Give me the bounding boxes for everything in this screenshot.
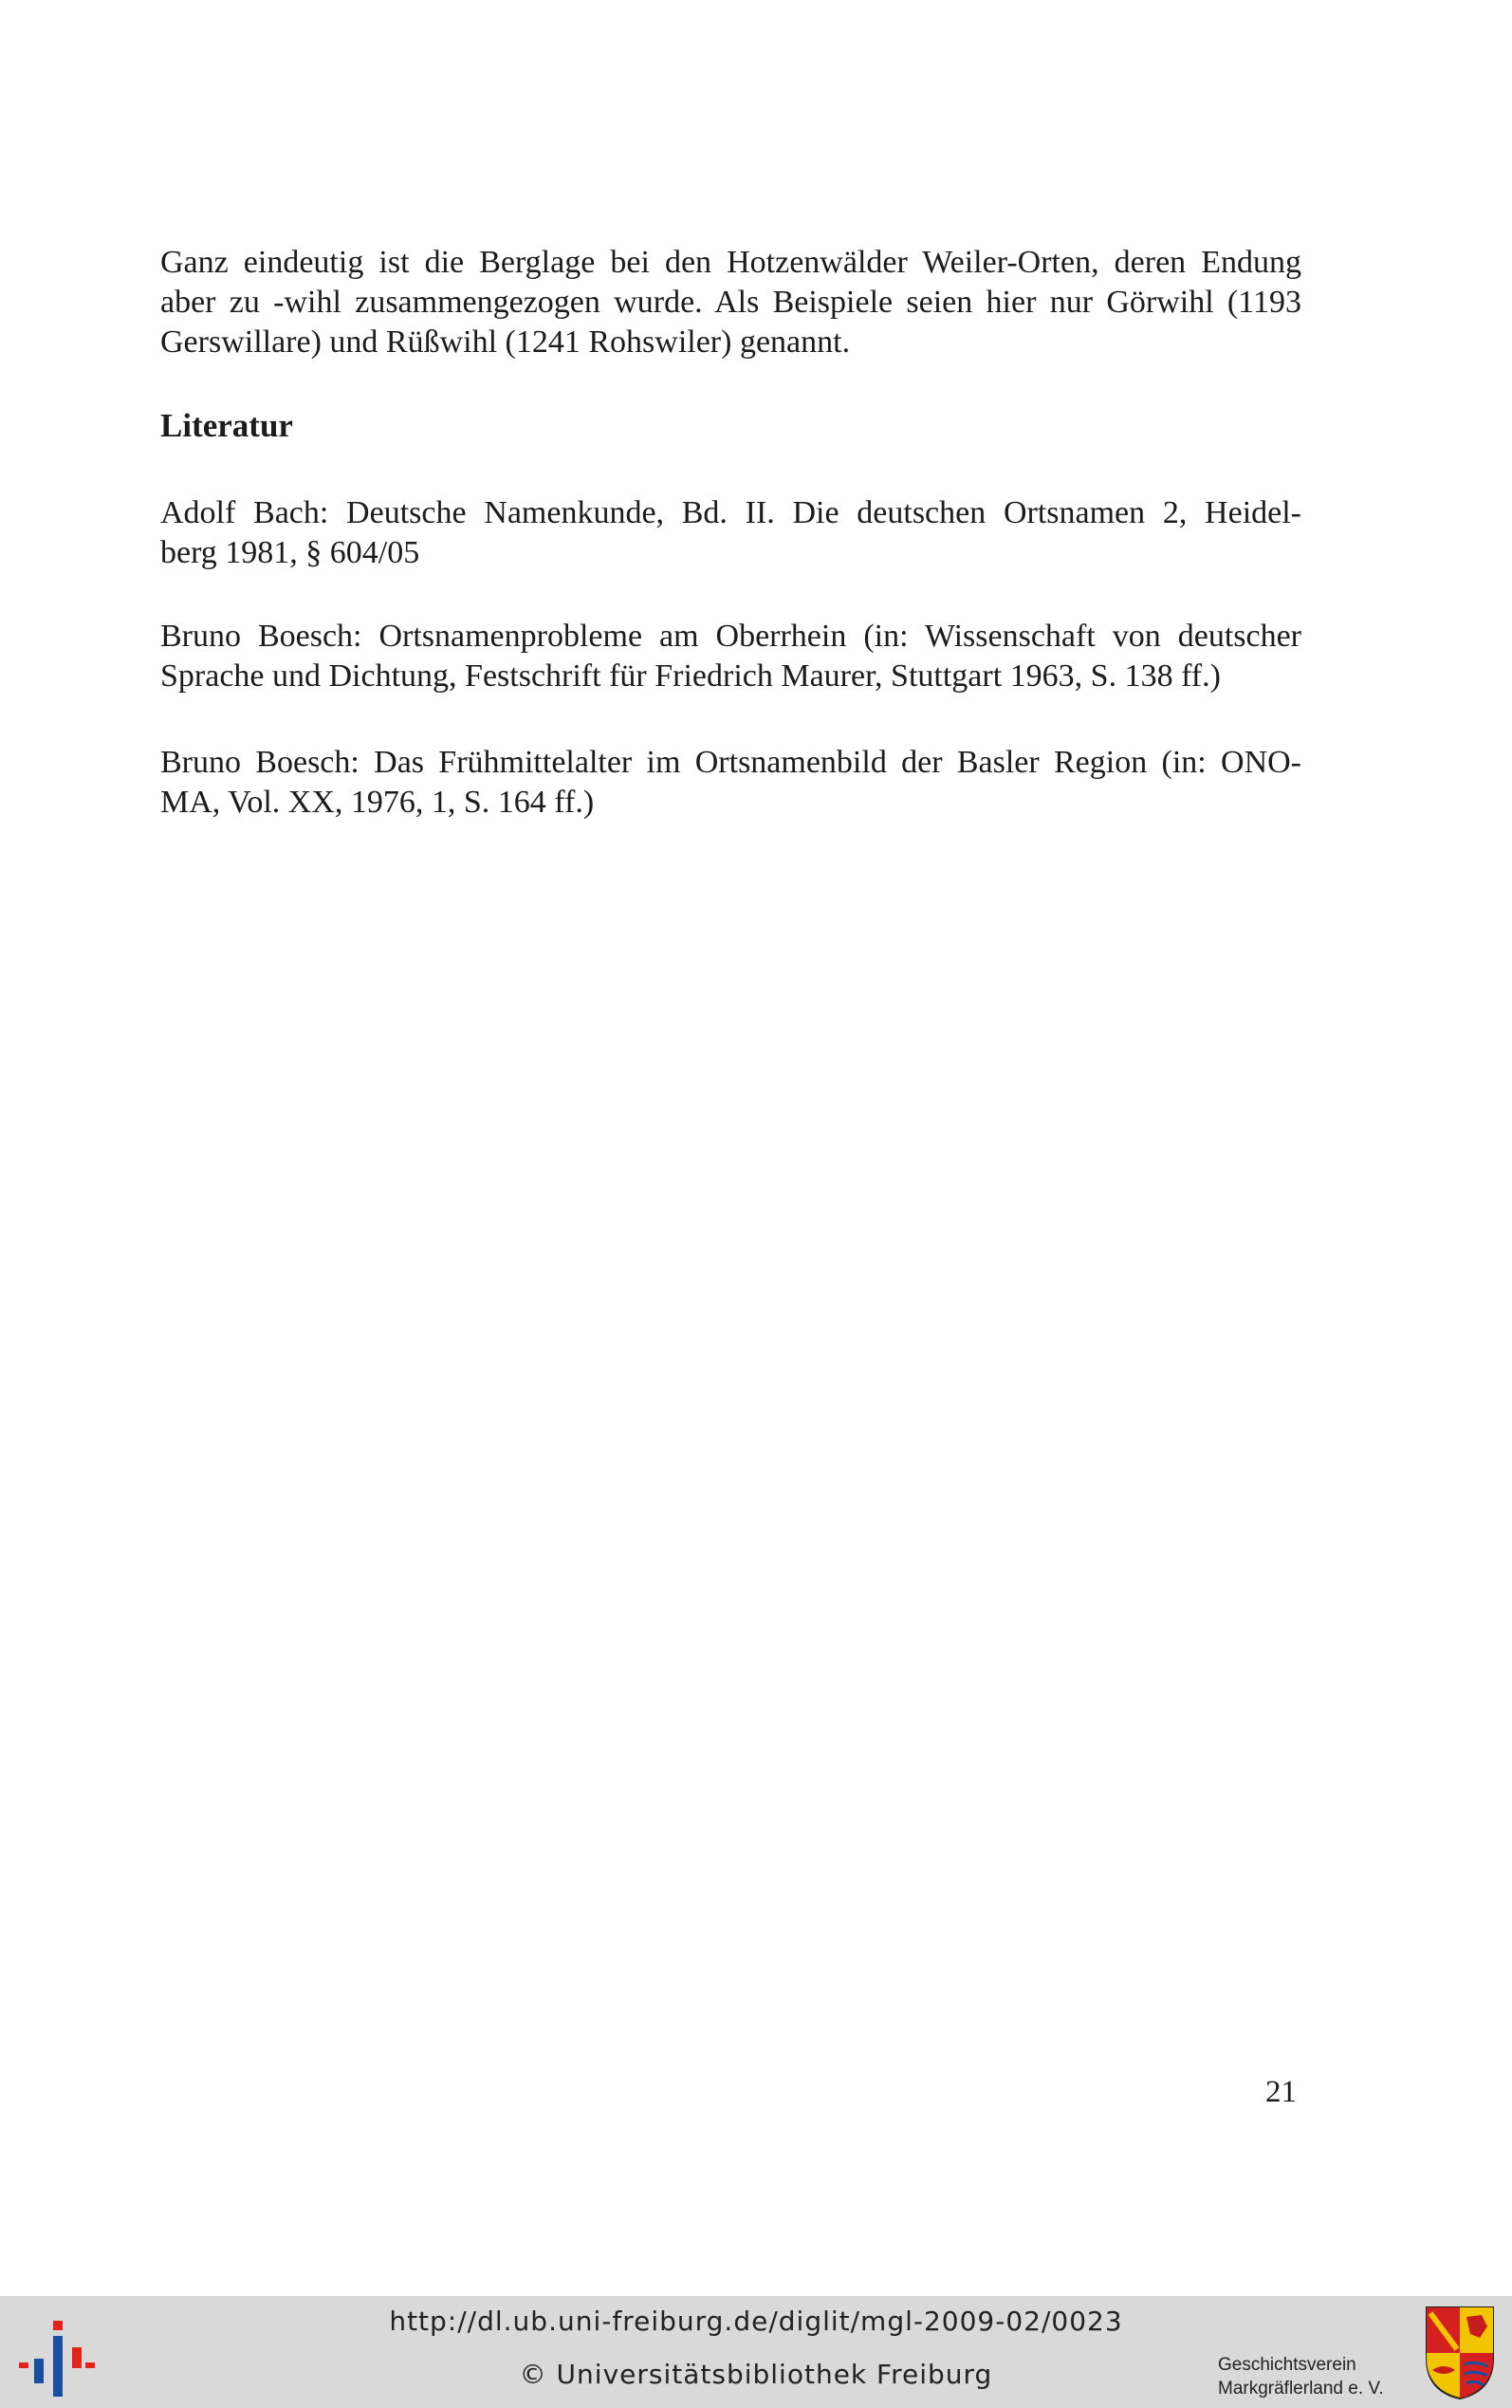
society-name-line: Markgräflerland e. V. [1218,2379,1384,2399]
reference-line: Sprache und Dichtung, Festschrift für Friedrich Maurer, Stuttgart 1963, S. 138 ff.) [160,658,1221,694]
reference-entry [160,493,1301,573]
reference-line: Bruno Boesch: Ortsnamenprobleme am Oberrhein (in: Wissenschaft von deutscher [160,619,1301,654]
society-name [1218,2353,1384,2400]
paragraph-line: Gerswillare) und Rüßwihl (1241 Rohswiler) genannt. [160,324,851,360]
page-number: 21 [1265,2075,1297,2109]
paragraph-line: aber zu -wihl zusammengezogen wurde. Als Beispiele seien hier nur Görwihl (1193 [160,285,1301,320]
reference-line: Bruno Boesch: Das Frühmittelalter im Ortsnamenbild der Basler Region (in: ONO- [160,745,1301,780]
copyright-text: © Universitätsbibliothek Freiburg [519,2359,993,2390]
reference-entry [160,743,1301,823]
paragraph-line: Ganz eindeutig ist die Berglage bei den Hotzenwälder Weiler-Orten, deren Endung [160,245,1301,280]
source-url-link[interactable]: http://dl.ub.uni-freiburg.de/diglit/mgl-2009-02/0023 [389,2306,1123,2337]
reference-line: berg 1981, § 604/05 [160,535,420,570]
coat-of-arms-icon [1425,2306,1495,2400]
reference-entry [160,617,1301,696]
section-heading: Literatur [160,407,293,444]
body-paragraph [160,243,1301,362]
society-name-line: Geschichtsverein [1218,2355,1356,2375]
reference-line: MA, Vol. XX, 1976, 1, S. 164 ff.) [160,785,595,820]
reference-line: Adolf Bach: Deutsche Namenkunde, Bd. II. Die deutschen Ortsnamen 2, Heidel- [160,495,1301,530]
footer-bar [0,2296,1512,2408]
